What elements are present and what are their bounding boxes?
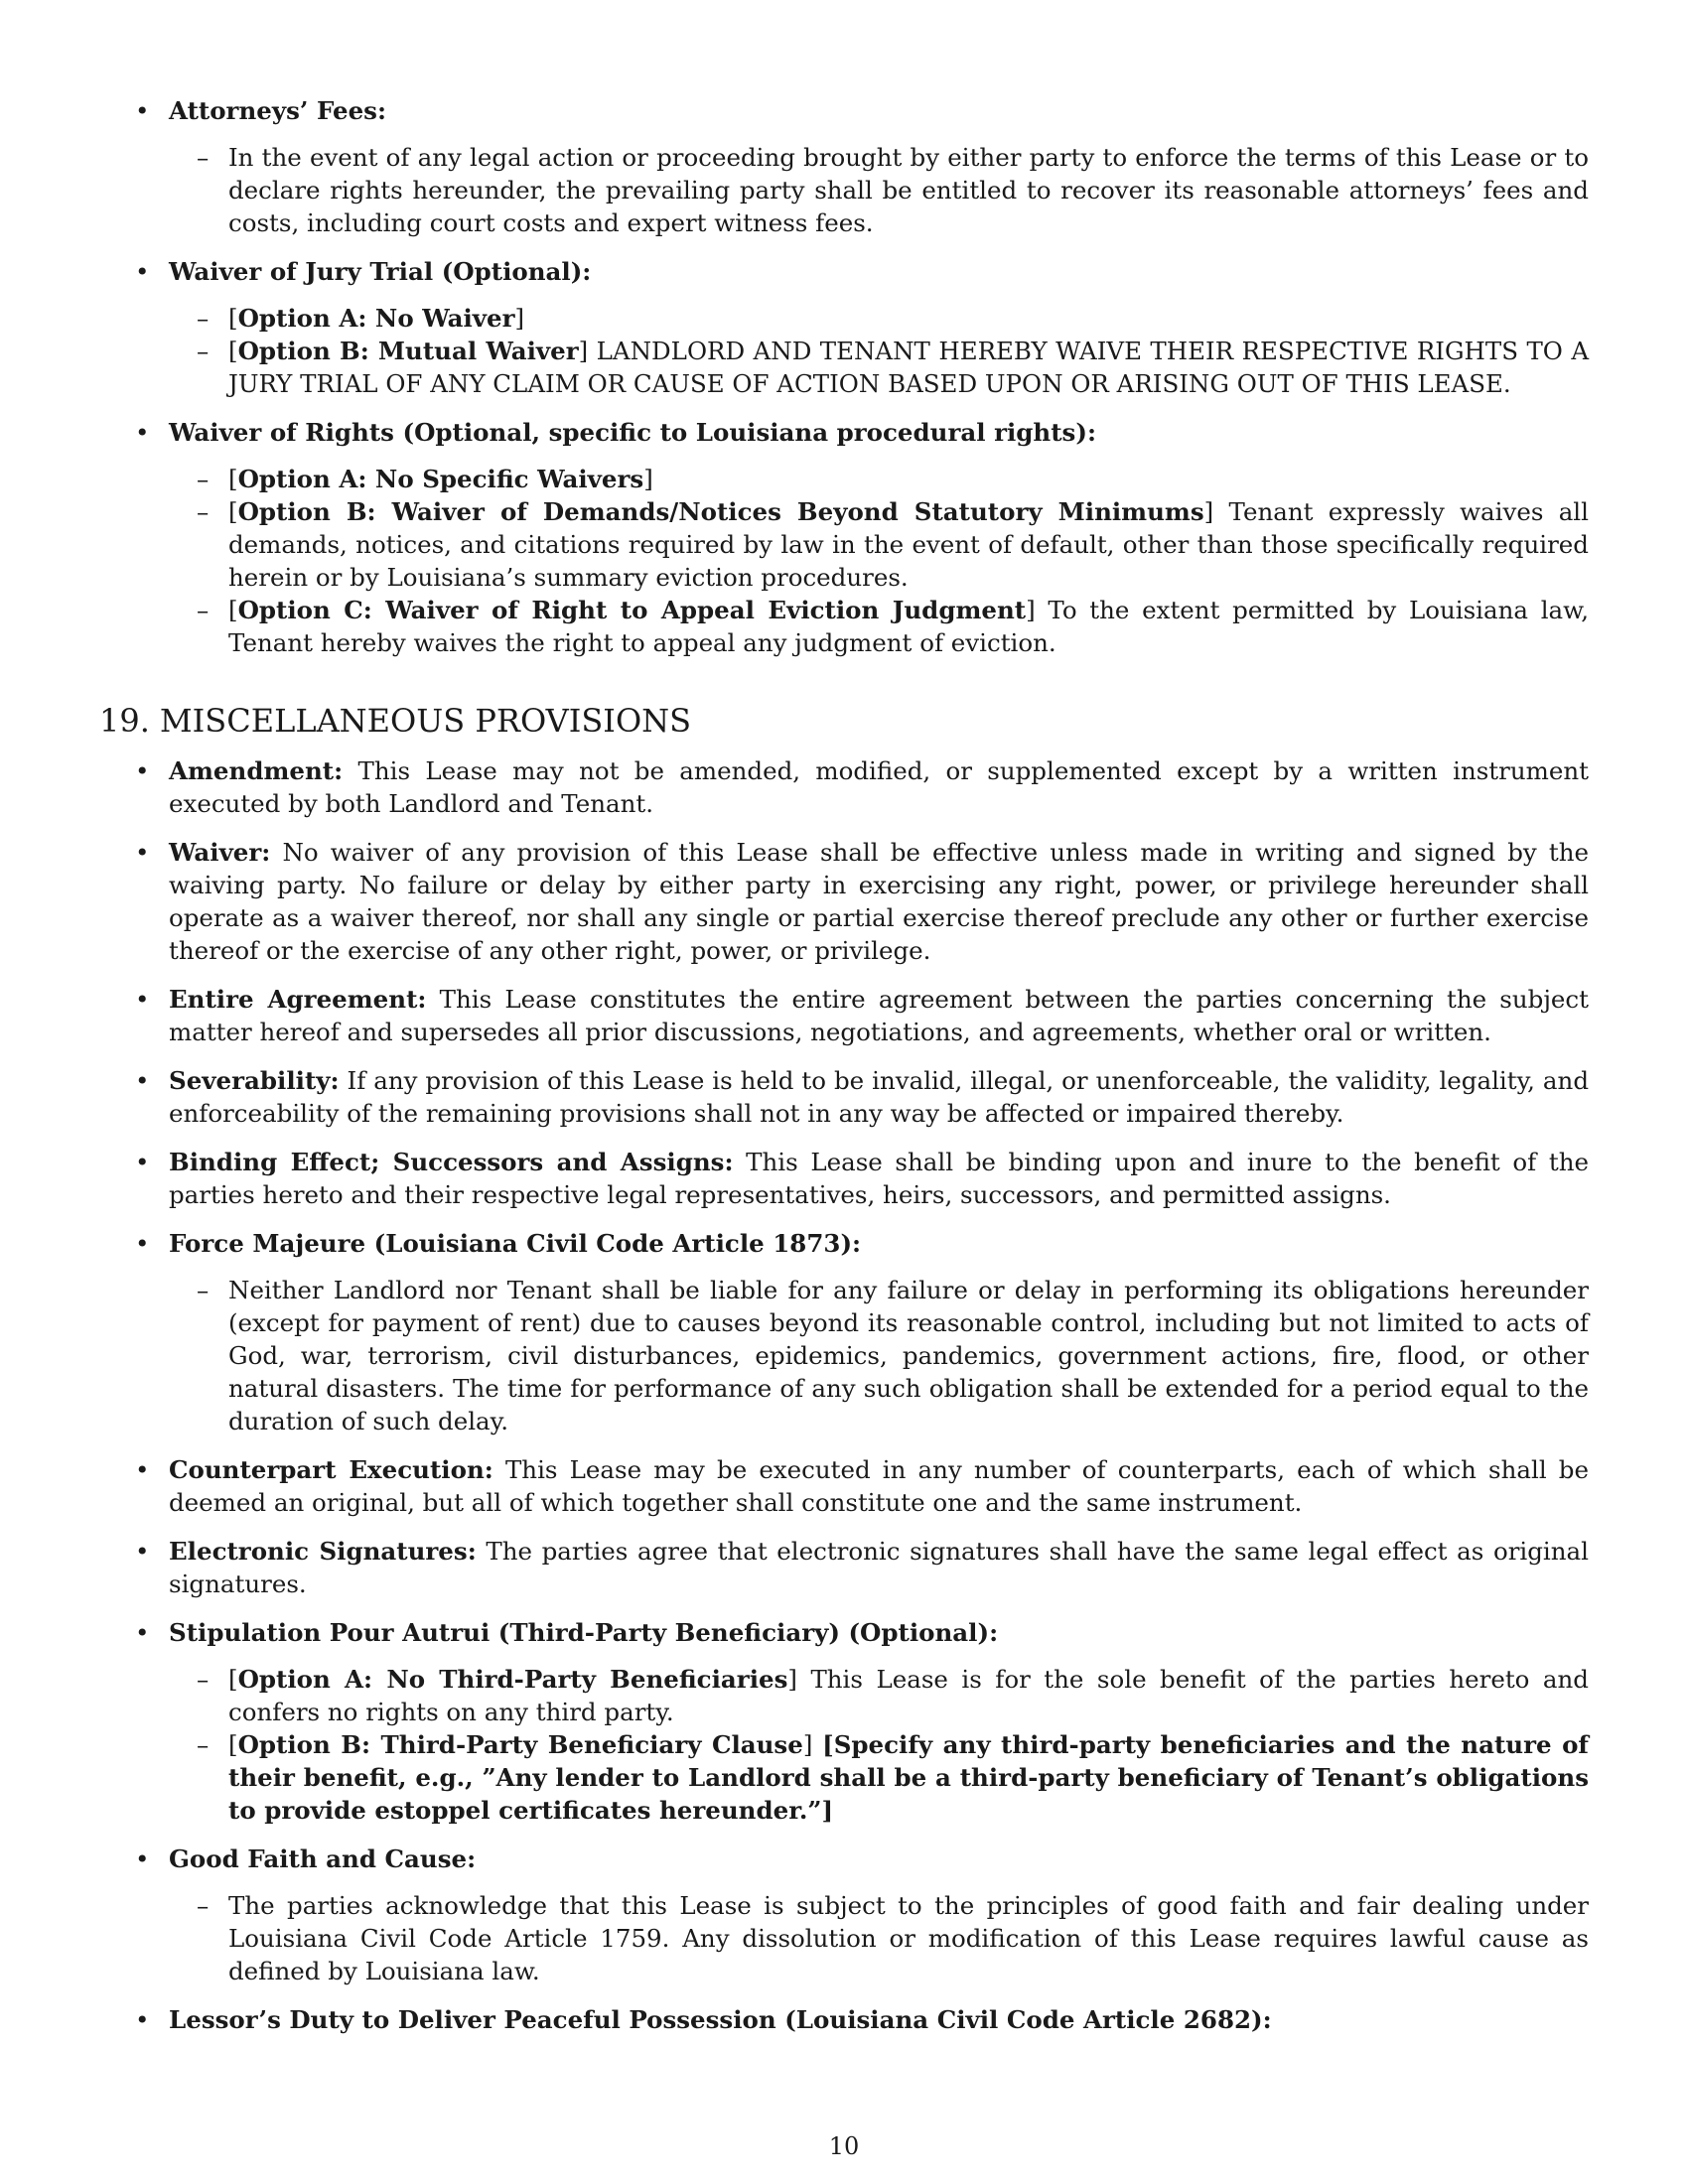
option-label: Option A: No Third-Party Beneficiaries xyxy=(237,1665,788,1694)
section-title: MISCELLANEOUS PROVISIONS xyxy=(159,702,692,740)
bullet-heading: Waiver of Jury Trial (Optional): xyxy=(169,257,592,286)
provision-heading: Electronic Signatures: xyxy=(169,1537,477,1566)
option-label: Option C: Waiver of Right to Appeal Eviction Judgment xyxy=(237,596,1027,624)
sub-text: This Lease is for the sole benefit of the parties hereto and confers no rights on any third party. xyxy=(228,1665,1589,1726)
option-label: Option B: Mutual Waiver xyxy=(237,337,579,365)
provision-text: This Lease shall be binding upon and inure to the benefit of the parties hereto and their respective legal representatives, heirs, successors, and permitted assigns. xyxy=(169,1148,1589,1209)
dash-marker: – xyxy=(197,465,210,493)
provision-text: This Lease may not be amended, modified, or supplemented except by a written instrument executed by both Landlord and Tenant. xyxy=(169,756,1590,818)
sub-item: – [Option C: Waiver of Right to Appeal Eviction Judgment] To the extent permitted by Louisiana law, Tenant hereby waives the right to appeal any judgment of eviction. xyxy=(197,596,1589,657)
provision-heading: Good Faith and Cause: xyxy=(169,1844,477,1873)
provision-entire-agreement xyxy=(99,983,1589,1048)
bullet-heading: Attorneys’ Fees: xyxy=(169,96,387,125)
dash-marker: – xyxy=(197,596,210,624)
sub-text: LANDLORD AND TENANT HEREBY WAIVE THEIR RESPECTIVE RIGHTS TO A JURY TRIAL OF ANY CLAIM OR CAUSE OF ACTION BASED UPON OR ARISING OUT OF THIS LEASE. xyxy=(228,337,1590,398)
sub-text: To the extent permitted by Louisiana law, Tenant hereby waives the right to appeal any judgment of eviction. xyxy=(228,596,1589,657)
provision-heading: Stipulation Pour Autrui (Third-Party Beneficiary) (Optional): xyxy=(169,1618,999,1647)
bullet-dot: • xyxy=(135,756,150,785)
bullet-dot: • xyxy=(135,1229,150,1258)
provision-heading: Force Majeure (Louisiana Civil Code Article 1873): xyxy=(169,1229,862,1258)
dash-marker: – xyxy=(197,1276,210,1304)
document-content xyxy=(99,94,1589,2052)
sub-text: Tenant expressly waives all demands, notices, and citations required by law in the event of default, other than those specifically required herein or by Louisiana’s summary eviction procedures. xyxy=(228,497,1589,592)
dash-marker: – xyxy=(197,337,210,365)
option-label: Option A: No Waiver xyxy=(237,304,515,333)
option-label: Option B: Third-Party Beneficiary Clause xyxy=(237,1730,803,1759)
bullet-dot: • xyxy=(135,838,150,867)
dash-marker: – xyxy=(197,1891,210,1920)
bullet-waiver-jury-trial xyxy=(99,255,1589,400)
provision-force-majeure xyxy=(99,1227,1589,1437)
sub-item: – [Option A: No Waiver] xyxy=(197,304,525,333)
bullet-dot: • xyxy=(135,2005,150,2034)
bullet-dot: • xyxy=(135,985,150,1014)
bullet-dot: • xyxy=(135,1148,150,1176)
sub-text: Neither Landlord nor Tenant shall be liable for any failure or delay in performing its obligations hereunder (except for payment of rent) due to causes beyond its reasonable control, including but not limited to acts of God, war, terrorism, civil disturbances, epidemics, pandemics, government actions, fire, flood, or other natural disasters. The time for performance of any such obligation shall be extended for a period equal to the duration of such delay. xyxy=(228,1276,1589,1435)
provision-heading: Entire Agreement: xyxy=(169,985,427,1014)
bullet-attorneys-fees xyxy=(99,94,1589,239)
bullet-heading: Waiver of Rights (Optional, specific to Louisiana procedural rights): xyxy=(169,418,1096,447)
sub-text: In the event of any legal action or proceeding brought by either party to enforce the terms of this Lease or to declare rights hereunder, the prevailing party shall be entitled to recover its reasonable attorneys’ fees and costs, including court costs and expert witness fees. xyxy=(228,143,1589,237)
sub-item: – [Option B: Waiver of Demands/Notices Beyond Statutory Minimums] Tenant expressly waives all demands, notices, and citations required by law in the event of default, other than those specifically required herein or by Louisiana’s summary eviction procedures. xyxy=(197,497,1589,592)
sub-item: – [Option B: Third-Party Beneficiary Clause] [Specify any third-party beneficiaries and the nature of their benefit, e.g., ”Any lender to Landlord shall be a third-party beneficiary of Tenant’s obligations to provide estoppel certificates hereunder.”] xyxy=(197,1730,1589,1825)
option-label: Option B: Waiver of Demands/Notices Beyond Statutory Minimums xyxy=(237,497,1204,526)
dash-marker: – xyxy=(197,1665,210,1694)
sub-item: – [Option A: No Third-Party Beneficiaries] This Lease is for the sole benefit of the parties hereto and confers no rights on any third party. xyxy=(197,1665,1589,1726)
provision-stipulation-pour-autrui xyxy=(99,1616,1589,1827)
bullet-dot: • xyxy=(135,418,150,447)
provision-binding-effect xyxy=(99,1146,1589,1211)
sub-item xyxy=(169,141,1589,239)
bullet-dot: • xyxy=(135,1066,150,1095)
provision-peaceful-possession xyxy=(99,2003,1589,2036)
dash-marker: – xyxy=(197,497,210,526)
provision-amendment xyxy=(99,754,1589,820)
section-heading xyxy=(99,701,1589,741)
bullet-dot: • xyxy=(135,1618,150,1647)
dash-marker: – xyxy=(197,1730,210,1759)
provision-heading: Waiver: xyxy=(169,838,271,867)
bullet-dot: • xyxy=(135,1455,150,1484)
bullet-dot: • xyxy=(135,1844,150,1873)
dash-marker: – xyxy=(197,143,210,172)
provision-heading: Binding Effect; Successors and Assigns: xyxy=(169,1148,734,1176)
sub-item: – [Option A: No Specific Waivers] xyxy=(197,465,653,493)
provision-waiver xyxy=(99,836,1589,967)
provision-text: No waiver of any provision of this Lease shall be effective unless made in writing and signed by the waiving party. No failure or delay by either party in exercising any right, power, or privilege hereunder shall operate as a waiver thereof, nor shall any single or partial exercise thereof preclude any other or further exercise thereof or the exercise of any other right, power, or privilege. xyxy=(169,838,1589,965)
section-number: 19. xyxy=(99,702,150,740)
provision-text: If any provision of this Lease is held to be invalid, illegal, or unenforceable, the validity, legality, and enforceability of the remaining provisions shall not in any way be affected or impaired thereby. xyxy=(169,1066,1589,1128)
bullet-dot: • xyxy=(135,1537,150,1566)
sub-item xyxy=(169,1889,1589,1987)
sub-bold-text: [Specify any third-party beneficiaries and the nature of their benefit, e.g., ”Any lender to Landlord shall be a third-party beneficiary of Tenant’s obligations to provide estoppel certificates hereunder.”] xyxy=(228,1730,1589,1825)
page-number: 10 xyxy=(828,2132,860,2160)
provision-counterpart-execution xyxy=(99,1453,1589,1519)
provision-text: The parties agree that electronic signatures shall have the same legal effect as original signatures. xyxy=(169,1537,1589,1598)
bullet-dot: • xyxy=(135,96,150,125)
sub-item xyxy=(169,1274,1589,1437)
provision-heading: Amendment: xyxy=(169,756,344,785)
dash-marker: – xyxy=(197,304,210,333)
provision-heading: Severability: xyxy=(169,1066,340,1095)
provision-electronic-signatures xyxy=(99,1535,1589,1600)
provision-heading: Lessor’s Duty to Deliver Peaceful Possession (Louisiana Civil Code Article 2682): xyxy=(169,2005,1272,2034)
bullet-waiver-of-rights xyxy=(99,416,1589,659)
provision-text: This Lease may be executed in any number of counterparts, each of which shall be deemed an original, but all of which together shall constitute one and the same instrument. xyxy=(169,1455,1589,1517)
provision-severability xyxy=(99,1064,1589,1130)
provision-good-faith xyxy=(99,1843,1589,1987)
provision-text: This Lease constitutes the entire agreement between the parties concerning the subject matter hereof and supersedes all prior discussions, negotiations, and agreements, whether oral or written. xyxy=(169,985,1589,1046)
bullet-dot: • xyxy=(135,257,150,286)
provision-heading: Counterpart Execution: xyxy=(169,1455,493,1484)
option-label: Option A: No Specific Waivers xyxy=(237,465,644,493)
sub-text: The parties acknowledge that this Lease is subject to the principles of good faith and fair dealing under Louisiana Civil Code Article 1759. Any dissolution or modification of this Lease requires lawful cause as defined by Louisiana law. xyxy=(228,1891,1589,1985)
sub-item: – [Option B: Mutual Waiver] LANDLORD AND TENANT HEREBY WAIVE THEIR RESPECTIVE RIGHTS TO A JURY TRIAL OF ANY CLAIM OR CAUSE OF ACTION BASED UPON OR ARISING OUT OF THIS LEASE. xyxy=(197,337,1590,398)
